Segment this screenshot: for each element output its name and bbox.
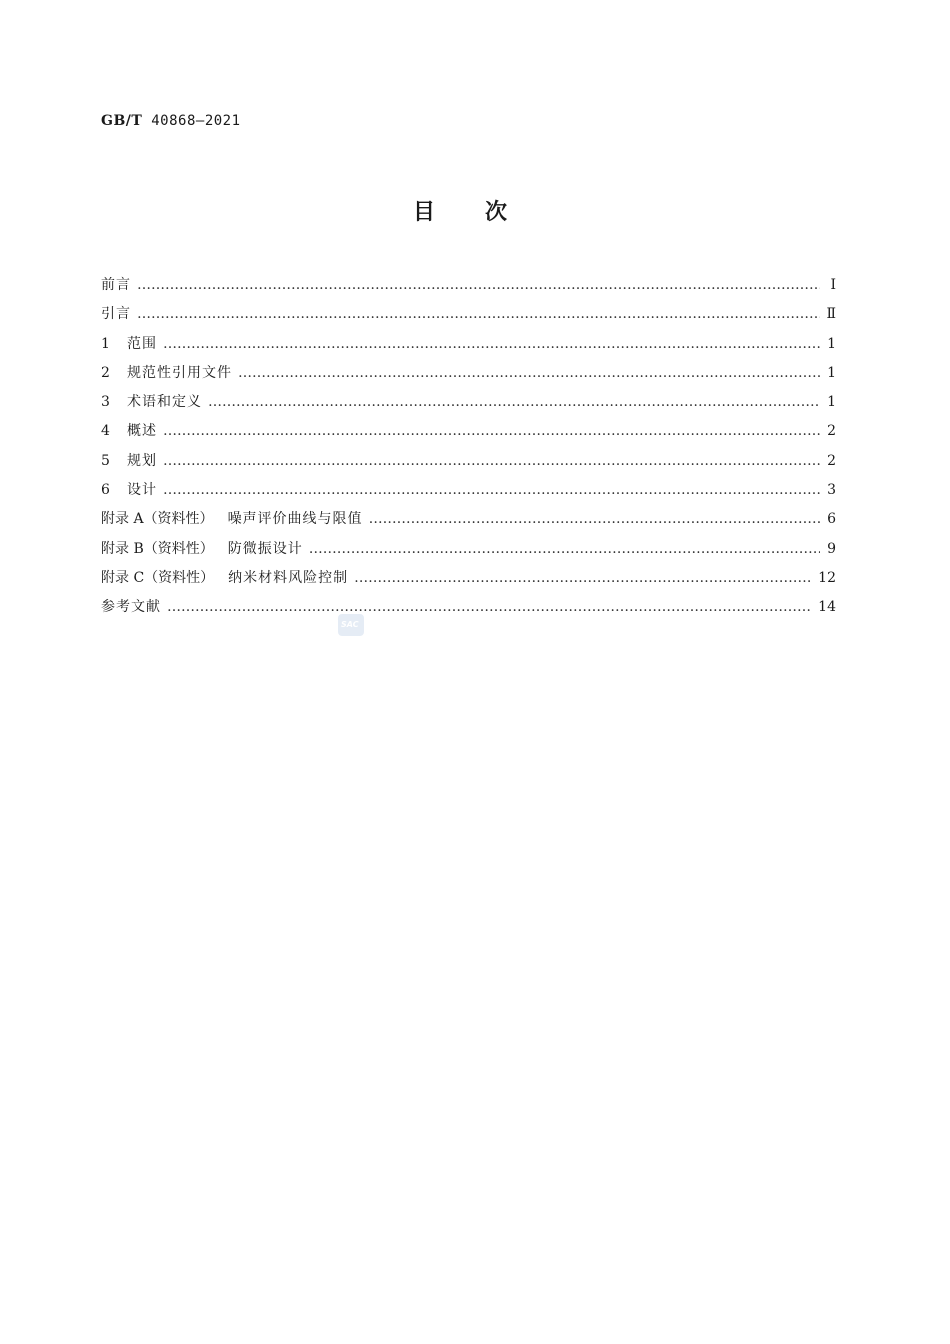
toc-entry-page: 1: [827, 394, 836, 411]
toc-dot-leader: [369, 511, 820, 527]
toc-entry[interactable]: [101, 538, 836, 567]
toc-entry-text: 设计: [127, 482, 157, 499]
toc-entry-text: 范围: [127, 335, 157, 352]
standard-prefix: GB/T: [101, 113, 143, 129]
toc-entry-appendix-prefix: 附录 B（资料性）: [101, 540, 214, 557]
toc-entry-number: 3: [101, 394, 110, 411]
toc-entry-label: [101, 420, 157, 440]
toc-entry-label: [101, 333, 157, 353]
toc-entry-page: Ⅰ: [830, 277, 836, 293]
toc-entry[interactable]: [101, 479, 836, 508]
toc-entry-label: [101, 538, 303, 558]
toc-entry-page: 2: [827, 452, 836, 469]
toc-dot-leader: [309, 541, 820, 557]
toc-entry-text: 术语和定义: [127, 394, 202, 411]
toc-entry-label: [101, 450, 157, 470]
toc-entry-label: [101, 391, 202, 411]
toc-entry-text: 纳米材料风险控制: [228, 569, 349, 586]
page-title: 目次: [412, 200, 557, 225]
toc-entry-number: 2: [101, 364, 110, 381]
toc-entry-number: 4: [101, 423, 110, 440]
toc-dot-leader: [137, 306, 820, 322]
table-of-contents: [101, 274, 836, 626]
toc-entry-text: 噪声评价曲线与限值: [227, 511, 363, 528]
toc-entry-text: 规范性引用文件: [127, 364, 232, 381]
toc-dot-leader: [163, 453, 820, 469]
toc-entry-text: 概述: [127, 423, 157, 440]
toc-entry[interactable]: [101, 420, 836, 449]
toc-entry-label: [101, 303, 131, 323]
toc-entry[interactable]: [101, 303, 836, 332]
toc-entry-page: 3: [827, 482, 836, 499]
sac-watermark-logo: SAC: [338, 614, 364, 636]
toc-entry-page: Ⅱ: [826, 306, 836, 323]
standard-code: [101, 113, 241, 129]
toc-entry-label: [101, 479, 157, 499]
toc-entry-page: 6: [827, 511, 836, 528]
toc-entry-label: [101, 508, 363, 528]
toc-dot-leader: [163, 423, 820, 439]
toc-entry-number: 5: [101, 452, 110, 469]
toc-entry-page: 9: [827, 540, 836, 557]
toc-entry-label: [101, 362, 232, 382]
toc-dot-leader: [208, 394, 820, 410]
toc-entry-page: 14: [818, 599, 836, 616]
toc-dot-leader: [167, 599, 812, 615]
toc-entry-label: [101, 274, 131, 294]
toc-entry-number: 6: [101, 482, 110, 499]
toc-entry-text: 参考文献: [101, 599, 161, 616]
toc-entry-number: 1: [101, 335, 110, 352]
toc-entry[interactable]: [101, 596, 836, 625]
toc-entry[interactable]: [101, 333, 836, 362]
toc-entry-page: 1: [827, 335, 836, 352]
standard-number: 40868—2021: [142, 113, 241, 129]
toc-dot-leader: [163, 482, 820, 498]
toc-dot-leader: [354, 570, 812, 586]
toc-dot-leader: [238, 365, 820, 381]
toc-entry[interactable]: [101, 362, 836, 391]
toc-entry-text: 引言: [101, 306, 131, 323]
toc-entry-label: [101, 567, 348, 587]
toc-entry-label: [101, 596, 161, 616]
toc-entry-appendix-prefix: 附录 A（资料性）: [101, 511, 214, 528]
toc-entry-page: 2: [827, 423, 836, 440]
toc-entry[interactable]: [101, 391, 836, 420]
toc-entry[interactable]: [101, 567, 836, 596]
toc-entry-text: 前言: [101, 277, 131, 293]
toc-entry[interactable]: [101, 274, 836, 303]
toc-entry-text: 规划: [127, 452, 157, 469]
toc-entry[interactable]: [101, 508, 836, 537]
toc-dot-leader: [163, 336, 820, 352]
toc-entry-text: 防微振设计: [227, 540, 303, 557]
toc-entry[interactable]: [101, 450, 836, 479]
toc-entry-page: 12: [818, 569, 836, 586]
toc-entry-appendix-prefix: 附录 C（资料性）: [101, 569, 215, 586]
toc-dot-leader: [137, 277, 820, 293]
toc-entry-page: 1: [827, 364, 836, 381]
